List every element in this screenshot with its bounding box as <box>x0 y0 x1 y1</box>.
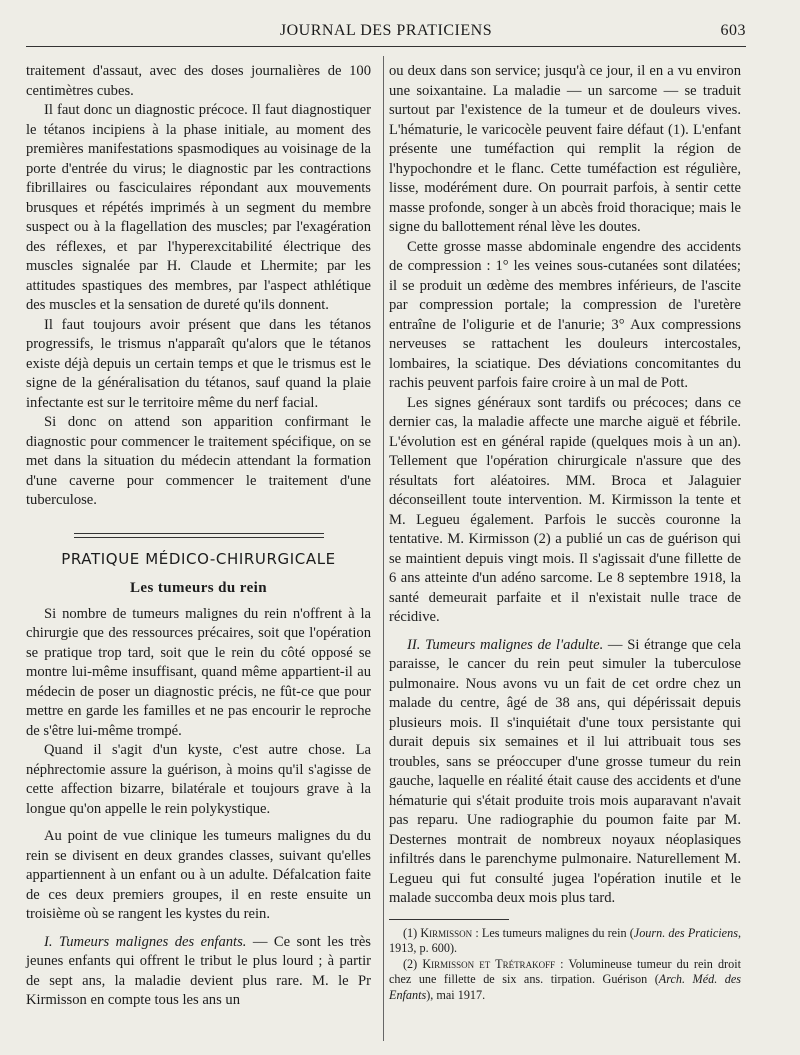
footnote-author: (2) Kirmisson et Trétrakoff <box>403 956 556 971</box>
right-column <box>389 62 741 1003</box>
paragraph: Les signes généraux sont tardifs ou précoces; dans ce dernier cas, la maladie affecte une marche aiguë et fébrile. L'évolution est en général rapide (quelques mois à un an). Tellement que l'opération chirurgicale n'assure que des résultats fort aléatoires. MM. Broca et Jalaguier déconseillent toute intervention. M. Kirmisson la tente et M. Legueu également. Parfois le succès couronne la tentative. M. Kirmisson (2) a publié un cas de guérison qui se maintient depuis vingt mois. Il s'agissait d'une fillette de 6 ans atteinte d'un adéno sarcome. Le 8 septembre 1918, la santé demeurait parfaite et il n'existait nulle trace de récidive. <box>389 394 741 625</box>
running-header <box>26 22 746 44</box>
paragraph-text: — Si étrange que cela paraisse, le cancer du rein peut simuler la tuberculose pulmonaire. Nous avons vu un fait de cet ordre chez un malade du centre, âgé de 38 ans, qui dépérissait depuis plusieurs mois. Il s'inquiétait d'une toux persistante qui durait depuis six semaines et il lui attribuait tous ses troubles, sans se préoccuper d'une grosse tumeur du rein gauche, laquelle en réalité était cause des accidents et d'une hématurie qui s'était produite trois mois auparavant n'avait pas reparu. Une radiographie du poumon faite par M. Desternes montrait de nombreux noyaux néoplasiques infiltrés dans le parenchyme pulmonaire. Naturellement M. Legueu qui fut consulté jugea l'opération inutile et le malade succomba deux mois plus tard. <box>389 636 742 906</box>
footnote-text: , 1913, p. 600). <box>389 925 741 955</box>
paragraph: Quand il s'agit d'un kyste, c'est autre chose. La néphrectomie assure la guérison, à moins qu'il s'agisse de cette affection bizarre, bilatérale et toujours grave à la longue qu'on appelle le rein polykystique. <box>26 742 371 817</box>
section-rule <box>74 533 324 538</box>
section-block <box>26 533 371 599</box>
footnote-journal: Arch. Méd. des Enfants <box>389 972 742 1002</box>
subsection-label: I. Tumeurs malignes des enfants. <box>44 933 247 950</box>
paragraph: Cette grosse masse abdominale engendre des accidents de compression : 1° les veines sous-cutanées sont dilatées; il se produit un œdème des membres inférieurs, de l'ascite par compression portale; la compression de l'uretère entraîne de l'oligurie et de l'anurie; 3° Aux compressions nerveuses se rattachent les douleurs intercostales, lombaires, la sciatique. Des déviations concomitantes du rachis peuvent parfois faire croire à un mal de Pott. <box>389 238 741 391</box>
footnote-rule <box>389 919 509 920</box>
journal-title: JOURNAL DES PRATICIENS <box>279 22 493 39</box>
header-rule <box>26 46 746 47</box>
paragraph <box>389 636 741 909</box>
paragraph-text: — Ce sont les très jeunes enfants qui offrent le tribut le plus lourd ; à partir de sept ans, la maladie devient plus rare. M. le Pr Kirmisson en compte tous les ans un <box>26 933 371 1008</box>
paragraph: Il faut donc un diagnostic précoce. Il faut diagnostiquer le tétanos incipiens à la phase initiale, au moment des premières manifestations spasmodiques au voisinage de la porte d'entrée du virus; le diagnostic par les contractions fibrillaires ou fasciculaires répondant aux mouvements brusques et répétés imprimés à un segment du membre suspect ou à la flagellation des muscles; par l'exagération des réflexes, et par l'hyperexcitabilité électrique des muscles signalée par H. Claude et Lhermite; par les attitudes spastiques des membres, par l'aspect athlétique des muscles et la sensation de dureté qu'ils donnent. <box>26 102 371 313</box>
spacer <box>26 925 371 933</box>
footnote-text: : Les tumeurs malignes du rein ( <box>472 925 634 940</box>
left-column <box>26 62 371 1011</box>
footnote-text: : Volumineuse tumeur du rein droit chez une fillette de six ans. tirpation. Guérison ( <box>389 956 741 986</box>
spacer <box>26 819 371 827</box>
article-title: Les tumeurs du rein <box>130 580 267 596</box>
footnote <box>389 957 741 1004</box>
footnote <box>389 926 741 957</box>
column-divider <box>383 56 384 1041</box>
paragraph: traitement d'assaut, avec des doses journalières de 100 centimètres cubes. <box>26 63 371 99</box>
paragraph: Il faut toujours avoir présent que dans les tétanos progressifs, le trismus n'apparaît qu'alors que le tétanos existe déjà depuis un certain temps et que le trismus est le signe de la généralisation du tétanos, sauf quand la plaie infectante est sur le territoire même du nerf facial. <box>26 316 371 411</box>
paragraph <box>26 933 371 1011</box>
subsection-label: II. Tumeurs malignes de l'adulte. <box>407 636 604 653</box>
footnote-journal: Journ. des Praticiens <box>633 925 738 940</box>
paragraph: ou deux dans son service; jusqu'à ce jour, il en a vu environ une soixantaine. La maladie — un sarcome — se traduit surtout par l'existence de la tumeur et de douleurs vives. L'hématurie, le varicocèle peuvent faire défaut (1). L'enfant présente une tuméfaction qui remplit la région de l'hypochondre et le flanc. Cette tuméfaction est régulière, lisse, modérément dure. On pourrait parfois, à sentir cette masse profonde, songer à un abcès froid thoracique; mais le signe du ballottement rénal lève les doutes. <box>389 63 741 235</box>
section-heading: PRATIQUE MÉDICO-CHIRURGICALE <box>61 549 336 568</box>
spacer <box>389 628 741 636</box>
page-number: 603 <box>720 22 746 39</box>
paragraph: Si donc on attend son apparition confirmant le diagnostic pour commencer le traitement spécifique, on se met dans la situation du médecin attendant la formation d'une caverne pour commencer le traitement d'une tuberculose. <box>26 414 371 508</box>
footnote-author: (1) Kirmisson <box>403 925 473 940</box>
footnote-text: ), mai 1917. <box>426 987 486 1002</box>
paragraph: Si nombre de tumeurs malignes du rein n'offrent à la chirurgie que des ressources précaires, soit que l'opération se pratique trop tard, soit que le rein du côté opposé se montre lui-même insuffisant, quand même appartient-il au médecin de poser un diagnostic précis, ne fût-ce que pour mettre en garde les familles et ne pas encourir le reproche de s'être lui-même trompé. <box>26 605 371 739</box>
paragraph: Au point de vue clinique les tumeurs malignes du du rein se divisent en deux grandes classes, suivant qu'elles appartiennent à un enfant ou à un adulte. Défalcation faite de ces deux premiers groupes, il en reste ensuite un troisième où se rangent les kystes du rein. <box>26 828 371 922</box>
